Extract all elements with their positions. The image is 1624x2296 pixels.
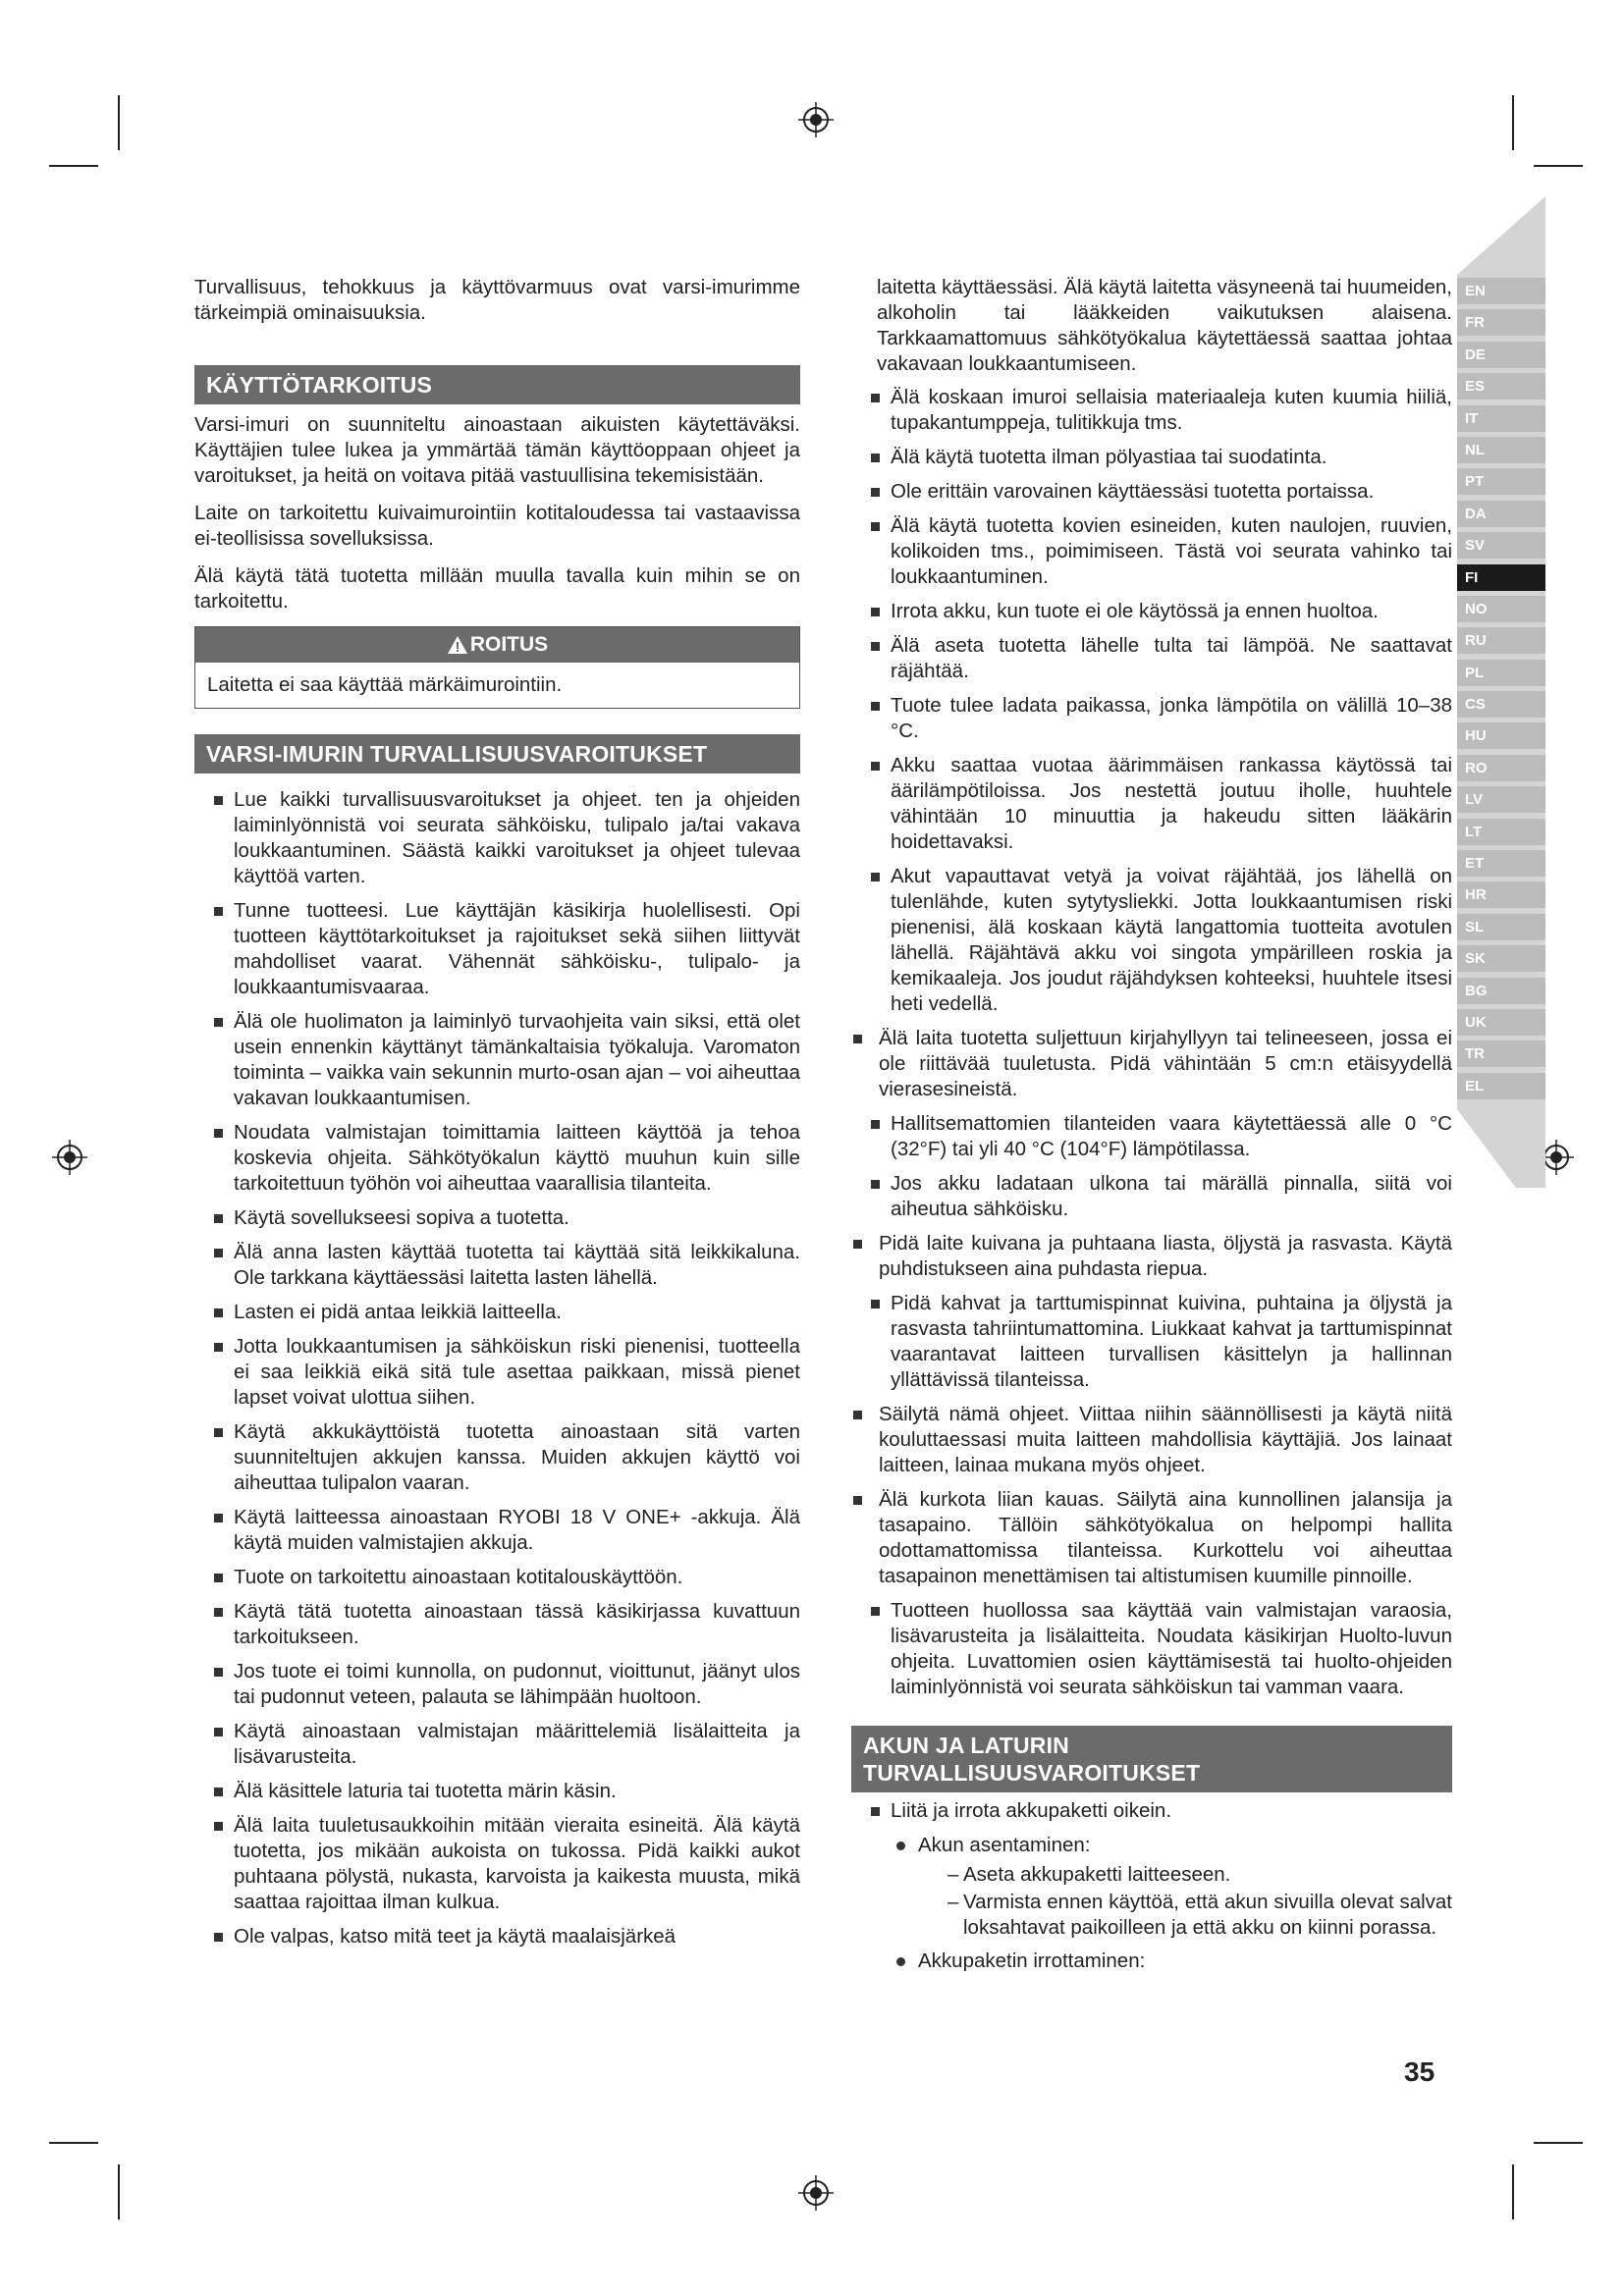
list-item: Ole valpas, katso mitä teet ja käytä maalaisjärkeä [194,1924,800,1949]
warning-title-text: ROITUS [469,633,549,656]
language-tab-fi[interactable]: FI [1457,564,1545,591]
right-list [851,385,1452,1017]
list-item: Käytä akkukäyttöistä tuotetta ainoastaan sitä varten suunniteltujen akkujen kanssa. Muiden akkujen käyttö voi aiheuttaa tulipalon vaaran. [194,1419,800,1496]
list-item: Lasten ei pidä antaa leikkiä laitteella. [194,1300,800,1325]
list-item: Jotta loukkaantumisen ja sähköiskun riski pienenisi, tuotteella ei saa leikkiä eikä sitä tule asettaa paikkaan, missä pienet lapset voivat ulottua siihen. [194,1334,800,1411]
language-tab-pt[interactable]: PT [1457,468,1545,495]
warning-triangle-icon [447,635,468,655]
language-tab-tr[interactable]: TR [1457,1041,1545,1067]
crop-mark [49,2142,98,2144]
language-tab-lv[interactable]: LV [1457,786,1545,813]
battery-heading-line: AKUN JA LATURIN [863,1733,1069,1758]
list-item: Akut vapauttavat vetyä ja voivat räjähtää, jos lähellä on tulenlähde, kuten sytytysliekki. Jotta loukkaantumisen riski pienenisi, älä koskaan käytä langattomia tuotteita avotulen lähellä. Räjähtävä akku voi singota ympärilleen roskia ja kemikaaleja. Jos joudut räjähdyksen kohteeksi, huuhtele itsesi heti vedellä. [851,864,1452,1017]
list-item: Pidä laite kuivana ja puhtaana liasta, öljystä ja rasvasta. Käytä puhdistukseen aina puhdasta riepua. [851,1231,1452,1282]
usage-paragraph: Älä käytä tätä tuotetta millään muulla tavalla kuin mihin se on tarkoitettu. [194,564,800,613]
list-item: Säilytä nämä ohjeet. Viittaa niihin säännöllisesti ja käytä niitä kouluttaessasi muita laitteen mahdollisia käyttäjiä. Jos lainaat laitteen, lainaa mukana myös ohjeet. [851,1402,1452,1478]
list-item: Käytä ainoastaan valmistajan määrittelemiä lisälaitteita ja lisävarusteita. [194,1719,800,1770]
warning-title [195,627,799,663]
registration-mark-icon [797,101,835,138]
list-item: Älä ole huolimaton ja laiminlyö turvaohjeita vain siksi, että olet usein ennenkin käyttänyt tämänkaltaisia työkaluja. Varomaton toiminta – vaikka vain sekunnin murto-osan ajan – voi aiheuttaa vakavan loukkaantumisen. [194,1009,800,1111]
language-tab-es[interactable]: ES [1457,373,1545,400]
language-tab-sl[interactable]: SL [1457,914,1545,940]
list-item: Tuotteen huollossa saa käyttää vain valmistajan varaosia, lisävarusteita ja lisälaitteita. Noudata käsikirjan Huolto-luvun ohjeita. Luvattomien osien käyttämisestä tai huolto-ohjeiden laiminlyönnistä voi seurata sähköiskun tai vamman vaara. [851,1598,1452,1700]
language-tab-it[interactable]: IT [1457,405,1545,432]
warning-text: Laitetta ei saa käyttää märkäimurointiin. [207,673,563,696]
right-list [851,1291,1452,1393]
right-list [851,1026,1452,1102]
intro-text: Turvallisuus, tehokkuus ja käyttövarmuus ovat varsi-imurimme tärkeimpiä ominaisuuksia. [194,276,800,324]
battery-heading-line: TURVALLISUUSVAROITUKSET [863,1760,1201,1786]
list-item: Tunne tuotteesi. Lue käyttäjän käsikirja huolellisesti. Opi tuotteen käyttötarkoitukset ja rajoitukset sekä siihen liittyvät mahdolliset vaarat. Vähennät sähköisku-, tulipalo- ja loukkaantumisvaaraa. [194,898,800,1000]
language-tab-hr[interactable]: HR [1457,881,1545,908]
usage-paragraph: Varsi-imuri on suunniteltu ainoastaan aikuisten käytettäväksi. Käyttäjien tulee lukea ja ymmärtää tämän käyttöoppaan ohjeet ja varoitukset, ja heitä on voitava pitää vastuullisina tekemisistään. [194,413,800,487]
language-tab-sk[interactable]: SK [1457,945,1545,972]
registration-mark-icon [797,2174,835,2212]
language-tab-hu[interactable]: HU [1457,722,1545,749]
list-item: Käytä sovellukseesi sopiva a tuotetta. [194,1205,800,1231]
list-item: Irrota akku, kun tuote ei ole käytössä ja ennen huoltoa. [851,599,1452,624]
crop-mark [1512,95,1514,150]
language-tab-nl[interactable]: NL [1457,437,1545,463]
list-item: Akku saattaa vuotaa äärimmäisen rankassa käytössä tai äärilämpötiloissa. Jos nestettä joutuu iholle, huuhtele vähintään 10 minuuttia ja hakeudu sitten lääkärin hoidettavaksi. [851,753,1452,855]
section-heading-safety: VARSI-IMURIN TURVALLISUUSVAROITUKSET [194,734,800,774]
language-tabs [1457,278,1545,1104]
dash-item: – Varmista ennen käyttöä, että akun sivuilla olevat salvat loksahtavat paikoilleen ja että akku on kiinni porassa. [947,1890,1452,1941]
list-item: Liitä ja irrota akkupaketti oikein. [851,1798,1452,1824]
right-list [851,1598,1452,1700]
list-item: Jos tuote ei toimi kunnolla, on pudonnut, vioittunut, jäänyt ulos tai pudonnut veteen, palauta se lähimpään huoltoon. [194,1659,800,1710]
language-tab-lt[interactable]: LT [1457,819,1545,845]
battery-list [851,1798,1452,1824]
crop-mark [49,165,98,167]
list-item: Lue kaikki turvallisuusvaroitukset ja ohjeet. ten ja ohjeiden laiminlyönnistä voi seurata sähköisku, tulipalo ja/tai vakava loukkaantuminen. Säästä kaikki varoitukset ja ohjeet tulevaa käyttöä varten. [194,787,800,889]
list-item: Pidä kahvat ja tarttumispinnat kuivina, puhtaina ja öljystä ja rasvasta tahriintumattomina. Liukkaat kahvat ja tarttumispinnat vaarantavat laitteen turvallisen käsittelyn ja hallinnan yllättävissä tilanteissa. [851,1291,1452,1393]
list-item: Älä käytä tuotetta kovien esineiden, kuten naulojen, ruuvien, kolikoiden tms., poimimiseen. Tästä voi seurata vahinko tai loukkaantuminen. [851,513,1452,590]
language-tab-et[interactable]: ET [1457,850,1545,877]
dash-item: – Aseta akkupaketti laitteeseen. [947,1862,1452,1888]
right-list [851,1402,1452,1589]
list-item: Älä käytä tuotetta ilman pölyastiaa tai suodatinta. [851,445,1452,470]
sub-list-text: Akun asentaminen: [918,1834,1091,1856]
battery-sublist [851,1833,1452,1974]
list-item: Älä koskaan imuroi sellaisia materiaaleja kuten kuumia hiiliä, tupakantumppeja, tulitikkuja tms. [851,385,1452,436]
crop-mark [118,95,120,150]
sub-list-item: Akkupaketin irrottaminen: [918,1949,1452,1974]
list-item: Tuote on tarkoitettu ainoastaan kotitalouskäyttöön. [194,1565,800,1590]
dash-list [918,1862,1452,1941]
language-tab-uk[interactable]: UK [1457,1009,1545,1036]
usage-paragraph: Laite on tarkoitettu kuivaimurointiin kotitaloudessa tai vastaavissa ei-teollisissa sovelluksissa. [194,502,800,550]
list-item: Käytä tätä tuotetta ainoastaan tässä käsikirjassa kuvattuun tarkoitukseen. [194,1599,800,1650]
crop-mark [118,2164,120,2219]
list-item: Tuote tulee ladata paikassa, jonka lämpötila on välillä 10–38 °C. [851,693,1452,744]
list-item: Älä käsittele laturia tai tuotetta märin käsin. [194,1779,800,1804]
list-item: Älä anna lasten käyttää tuotetta tai käyttää sitä leikkikaluna. Ole tarkkana käyttäessäsi laitetta lasten lähellä. [194,1240,800,1291]
language-tab-pl[interactable]: PL [1457,660,1545,686]
language-tab-no[interactable]: NO [1457,596,1545,622]
safety-list [194,787,800,1949]
continuation-text: laitetta käyttäessäsi. Älä käytä laitetta väsyneenä tai huumeiden, alkoholin tai lääkkeiden vaikutuksen alaisena. Tarkkaamattomuus sähkötyökalua käytettäessä saattaa johtaa vakavaan loukkaantumiseen. [877,276,1452,375]
list-item: Älä laita tuotetta suljettuun kirjahyllyyn tai telineeseen, jossa ei ole riittävää tuuletusta. Pidä vähintään 5 cm:n etäisyydellä vierasesineistä. [851,1026,1452,1102]
right-list [851,1111,1452,1222]
list-item: Älä laita tuuletusaukkoihin mitään vieraita esineitä. Älä käytä tuotetta, jos mikään aukoista on tukossa. Pidä kaikki aukot puhtaana pölystä, nukasta, karvoista ja kaikesta muusta, mikä saattaa rajoittaa ilman kulkua. [194,1813,800,1915]
warning-box [194,626,800,709]
language-tab-ru[interactable]: RU [1457,627,1545,654]
right-list [851,1231,1452,1282]
language-tab-ro[interactable]: RO [1457,755,1545,781]
sub-list-item [918,1833,1452,1941]
right-column [851,275,1452,1980]
page-number: 35 [1404,2056,1435,2087]
list-item: Noudata valmistajan toimittamia laitteen käyttöä ja tehoa koskevia ohjeita. Sähkötyökalun käyttö muuhun kuin sille tarkoitettuun työhön voi aiheuttaa vaarallisia tilanteita. [194,1120,800,1197]
list-item: Ole erittäin varovainen käyttäessäsi tuotetta portaissa. [851,479,1452,505]
list-item: Käytä laitteessa ainoastaan RYOBI 18 V ONE+ -akkuja. Älä käytä muiden valmistajien akkuja. [194,1505,800,1556]
registration-mark-icon [51,1139,88,1176]
list-item: Älä kurkota liian kauas. Säilytä aina kunnollinen jalansija ja tasapaino. Tällöin sähkötyökalua on helpompi hallita odottamattomissa tilanteissa. Kurkottelu voi aiheuttaa tasapainon menettämisen tai altistumisen kuumille pinnoille. [851,1487,1452,1589]
section-heading-battery [851,1726,1452,1792]
language-tab-el[interactable]: EL [1457,1073,1545,1099]
crop-mark [1512,2164,1514,2219]
language-tab-bg[interactable]: BG [1457,978,1545,1004]
list-item: Jos akku ladataan ulkona tai märällä pinnalla, siitä voi aiheutua sähköisku. [851,1171,1452,1222]
list-item: Älä aseta tuotetta lähelle tulta tai lämpöä. Ne saattavat räjähtää. [851,633,1452,684]
language-tab-en[interactable]: EN [1457,278,1545,304]
language-tab-sv[interactable]: SV [1457,532,1545,559]
language-tab-de[interactable]: DE [1457,342,1545,368]
language-tab-fr[interactable]: FR [1457,309,1545,336]
left-column [194,275,800,1958]
language-tab-da[interactable]: DA [1457,501,1545,527]
language-tab-cs[interactable]: CS [1457,691,1545,718]
crop-mark [1534,165,1583,167]
crop-mark [1534,2142,1583,2144]
section-heading-usage: KÄYTTÖTARKOITUS [194,365,800,404]
list-item: Hallitsemattomien tilanteiden vaara käytettäessä alle 0 °C (32°F) tai yli 40 °C (104°F) lämpötilassa. [851,1111,1452,1162]
